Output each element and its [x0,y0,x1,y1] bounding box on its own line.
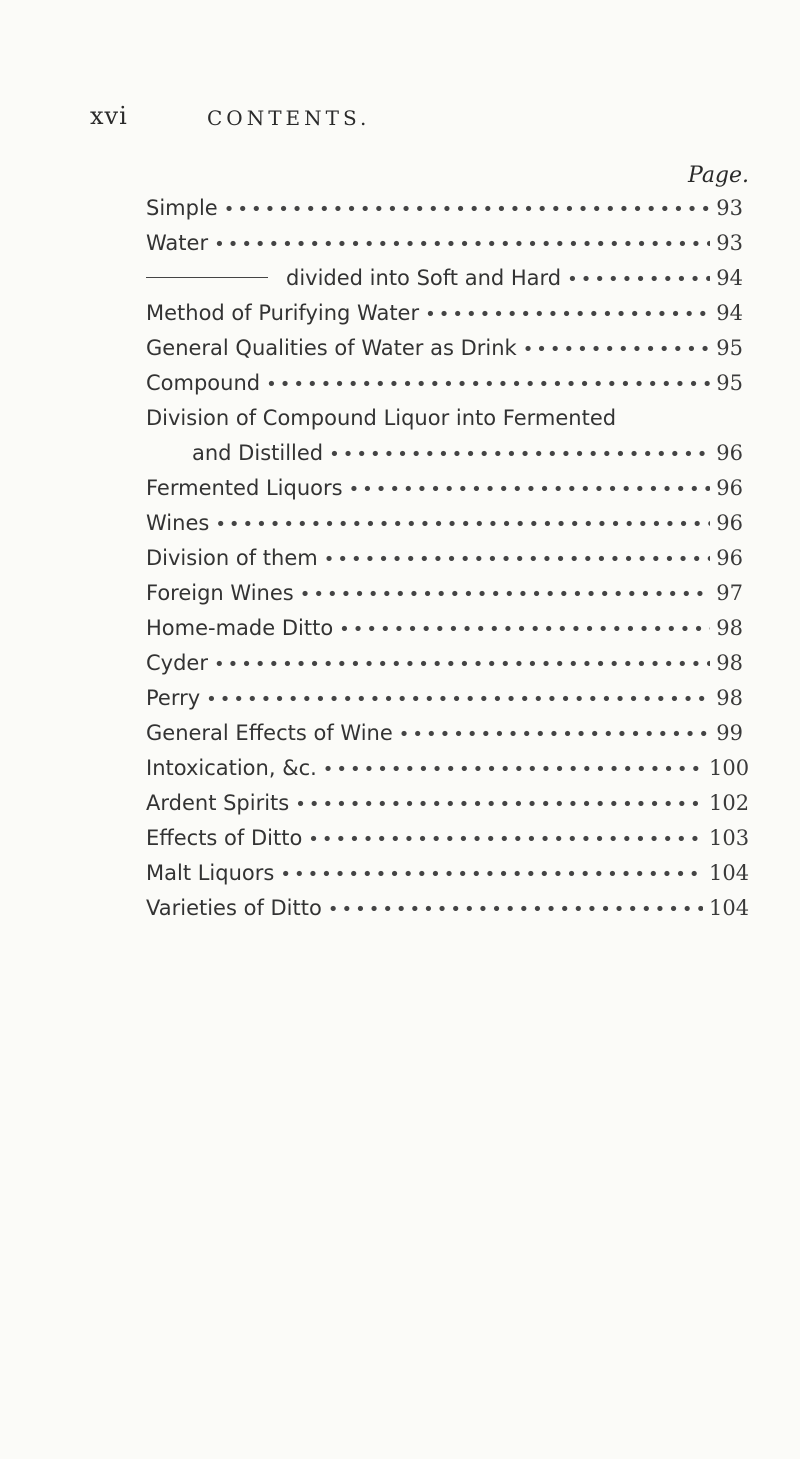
dot-leader [300,584,711,605]
dot-leader [224,199,711,220]
toc-entry-page: 100 [709,756,750,780]
toc-entry [146,266,743,298]
toc-entry-text: divided into Soft and Hard [286,266,562,290]
toc-entry [146,861,750,893]
dot-leader [266,374,710,395]
dot-leader [328,899,703,920]
toc-entry-page: 104 [709,896,750,920]
dot-leader [329,444,710,465]
toc-entry-title: Fermented Liquors [146,476,343,500]
dot-leader [280,864,703,885]
toc-entry-title: Effects of Ditto [146,826,303,850]
toc-entry-page: 94 [716,266,743,290]
toc-entry-page: 96 [716,511,743,535]
dot-leader [215,514,710,535]
toc-entry [146,371,743,403]
toc-entry-title: Wines [146,511,210,535]
ditto-dash [146,277,268,278]
toc-entry-title: Cyder [146,651,208,675]
toc-entry-title: Home-made Ditto [146,616,334,640]
toc-entry [146,476,743,508]
toc-entry-page: 98 [716,651,743,675]
toc-entry-page: 102 [709,791,750,815]
toc-entry-page: 95 [716,371,743,395]
toc-entry-page: 93 [716,196,743,220]
toc-entry-title: Malt Liquors [146,861,275,885]
page-number: xvi [90,102,128,130]
dot-leader [523,339,711,360]
dot-leader [425,304,710,325]
toc-entry [146,196,743,228]
dot-leader [399,724,710,745]
toc-entry-title: Ardent Spirits [146,791,290,815]
toc-entry-title: Simple [146,196,218,220]
page-column-label: Page. [688,163,750,188]
toc-entry [146,651,743,683]
dot-leader [324,549,711,570]
toc-entry-page: 95 [716,336,743,360]
toc-entry [146,231,743,263]
toc-entry-page: 104 [709,861,750,885]
dot-leader [206,689,710,710]
toc-entry [146,686,743,718]
toc-entry-page: 96 [716,476,743,500]
toc-entry-title: Intoxication, &c. [146,756,317,780]
toc-entry [146,336,743,368]
toc-entry [146,896,750,928]
toc-entry-title: Division of them [146,546,318,570]
toc-entry-page: 98 [716,616,743,640]
toc-entry [146,721,743,753]
toc-entry-page: 96 [716,441,743,465]
toc-entry-title [146,266,561,290]
toc-entry-title: and Distilled [192,441,324,465]
toc-entry-title: Division of Compound Liquor into Fermented [146,406,617,430]
toc-entry-page: 99 [716,721,743,745]
dot-leader [214,654,710,675]
toc-entry [146,616,743,648]
toc-entry-page: 98 [716,686,743,710]
toc-entry [146,511,743,543]
toc-entry-title: Method of Purifying Water [146,301,420,325]
toc-entry-page: 97 [716,581,743,605]
toc-entry-title: General Qualities of Water as Drink [146,336,517,360]
toc-entry [146,546,743,578]
dot-leader [349,479,711,500]
dot-leader [323,759,703,780]
toc-entry [146,826,750,858]
toc-entry [146,406,743,438]
toc-entry-page: 103 [709,826,750,850]
dot-leader [567,269,710,290]
toc-entry [146,581,743,613]
dot-leader [295,794,703,815]
toc-entry-title: Varieties of Ditto [146,896,322,920]
toc-entry-title: Compound [146,371,261,395]
toc-entry-title: Foreign Wines [146,581,294,605]
toc-entry [146,441,743,473]
page-title: CONTENTS. [207,106,371,130]
dot-leader [214,234,710,255]
running-head [90,102,770,142]
toc-entry [146,301,743,333]
toc-entry [146,756,750,788]
toc-entry-page: 93 [716,231,743,255]
toc-entry-title: General Effects of Wine [146,721,393,745]
toc-entry-title: Perry [146,686,201,710]
dot-leader [339,619,710,640]
toc-entry [146,791,750,823]
toc-entry-page: 94 [716,301,743,325]
dot-leader [308,829,703,850]
toc-entry-page: 96 [716,546,743,570]
toc-entry-title: Water [146,231,209,255]
